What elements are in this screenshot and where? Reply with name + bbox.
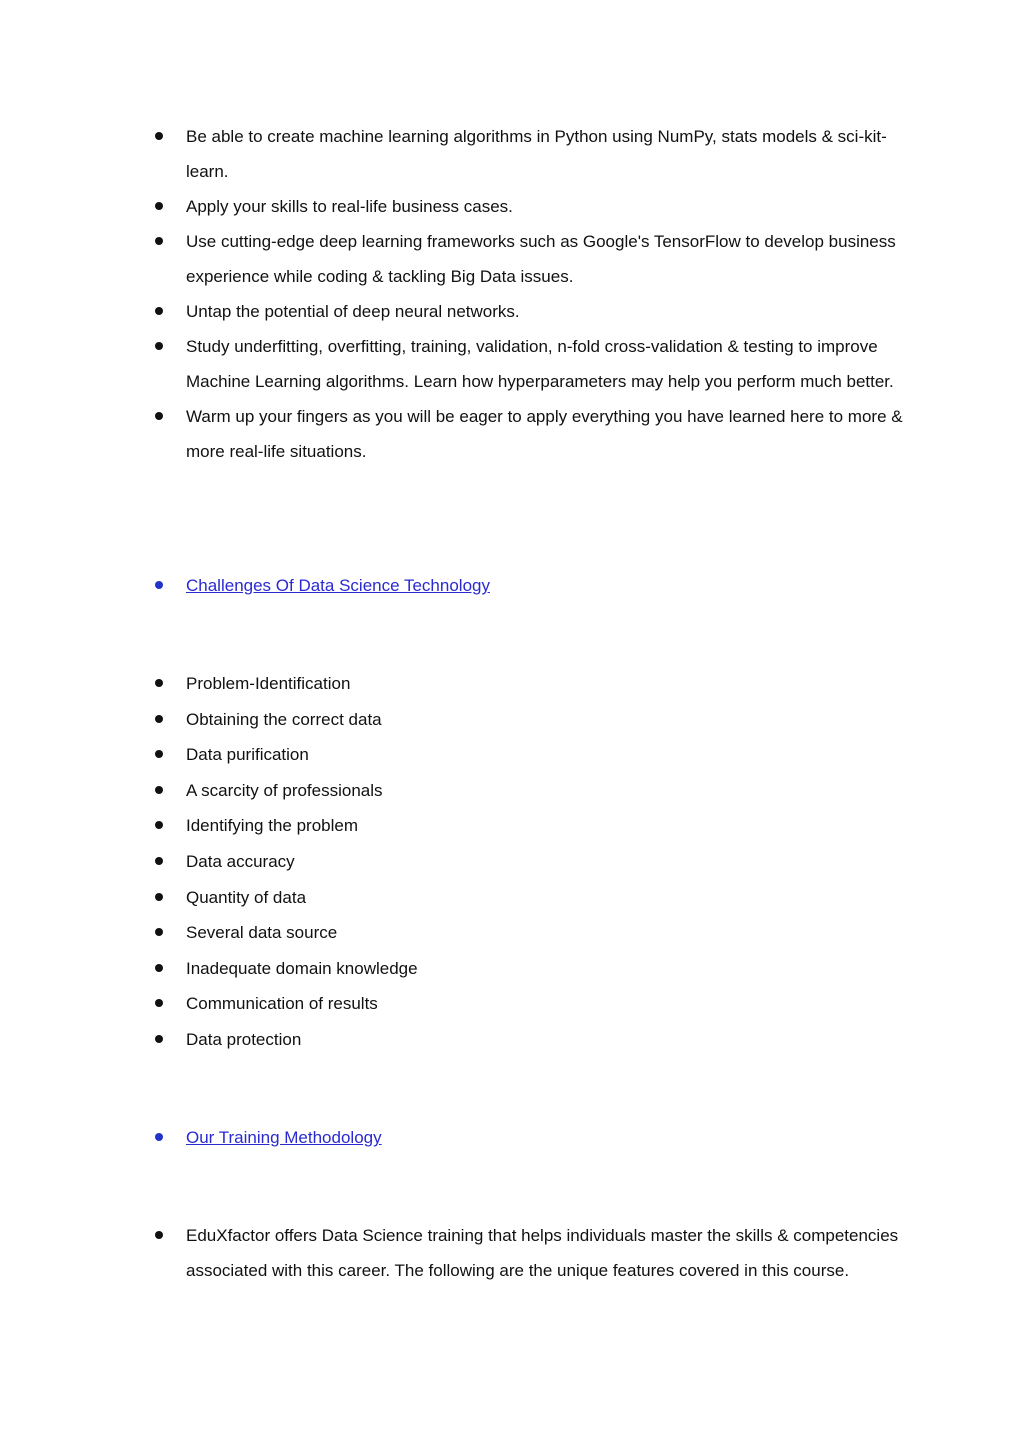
intro-bullet-list (0, 119, 1023, 469)
list-item-text: Apply your skills to real-life business cases. (186, 197, 513, 216)
list-item (0, 737, 1023, 773)
list-item (0, 986, 1023, 1022)
list-item-text: Several data source (186, 923, 338, 943)
list-item (0, 702, 1023, 738)
list-item-text: Untap the potential of deep neural networks. (186, 302, 520, 321)
list-item (0, 951, 1023, 987)
list-item-text: Be able to create machine learning algorithms in Python using NumPy, stats models & sci-kit-learn. (186, 127, 887, 181)
list-item-text: Obtaining the correct data (186, 709, 382, 729)
list-item-text: Problem-Identification (186, 674, 351, 693)
list-item-text: Communication of results (186, 994, 378, 1014)
bullet-icon (155, 893, 163, 901)
list-item (0, 666, 1023, 702)
bullet-icon (155, 202, 163, 210)
list-item (0, 915, 1023, 951)
bullet-icon (155, 307, 163, 315)
list-item (0, 329, 1023, 399)
list-item (0, 880, 1023, 916)
list-item (0, 1120, 1023, 1155)
list-item-text: A scarcity of professionals (186, 780, 383, 800)
bullet-icon (155, 715, 163, 723)
list-item-text: Data accuracy (186, 851, 295, 871)
list-item-text: Warm up your fingers as you will be eager to apply everything you have learned here to more & more real-life situations. (186, 407, 903, 461)
list-item-text: Data purification (186, 745, 309, 765)
list-item (0, 399, 1023, 469)
challenges-bullet-list (0, 666, 1023, 1058)
list-item (0, 294, 1023, 329)
list-item (0, 224, 1023, 294)
challenges-link-list (0, 568, 1023, 603)
list-item (0, 568, 1023, 603)
bullet-icon (155, 786, 163, 794)
bullet-icon (155, 928, 163, 936)
bullet-icon (155, 132, 163, 140)
list-item (0, 1022, 1023, 1058)
bullet-icon (155, 412, 163, 420)
bullet-icon (155, 1133, 163, 1141)
list-item (0, 1218, 1023, 1288)
bullet-icon (155, 1035, 163, 1043)
list-item-text: Identifying the problem (186, 816, 358, 836)
list-item-text: EduXfactor offers Data Science training that helps individuals master the skills & competencies associated with this career. The following are the unique features covered in this course. (186, 1226, 899, 1280)
list-item (0, 773, 1023, 809)
list-item (0, 119, 1023, 189)
list-item-text: Study underfitting, overfitting, training, validation, n-fold cross-validation & testing to improve Machine Learning algorithms. Learn how hyperparameters may help you perform much better. (186, 337, 894, 391)
bullet-icon (155, 1231, 163, 1239)
list-item (0, 808, 1023, 844)
list-item-text: Quantity of data (186, 887, 307, 907)
bullet-icon (155, 679, 163, 687)
list-item-text: Use cutting-edge deep learning frameworks such as Google's TensorFlow to develop business experience while coding & tackling Big Data issues. (186, 232, 896, 286)
methodology-link[interactable]: Our Training Methodology (186, 1128, 382, 1147)
bullet-icon (155, 750, 163, 758)
bullet-icon (155, 999, 163, 1007)
list-item (0, 189, 1023, 224)
bullet-icon (155, 821, 163, 829)
bullet-icon (155, 581, 163, 589)
list-item-text: Data protection (186, 1029, 302, 1049)
bullet-icon (155, 237, 163, 245)
list-item-text: Inadequate domain knowledge (186, 958, 418, 978)
bullet-icon (155, 964, 163, 972)
challenges-link[interactable]: Challenges Of Data Science Technology (186, 576, 490, 595)
list-item (0, 844, 1023, 880)
methodology-bullet-list (0, 1218, 1023, 1288)
bullet-icon (155, 342, 163, 350)
methodology-link-list (0, 1120, 1023, 1155)
bullet-icon (155, 857, 163, 865)
